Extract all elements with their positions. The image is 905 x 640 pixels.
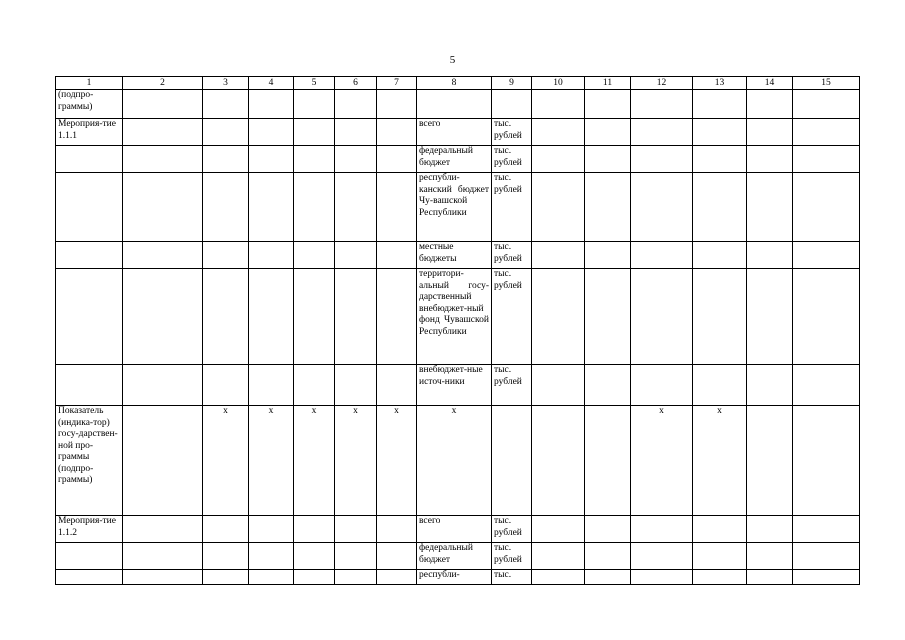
empty-cell (747, 365, 793, 406)
funding-source-cell: всего (417, 119, 492, 146)
empty-cell (532, 570, 585, 585)
not-applicable-mark-cell: x (693, 406, 747, 516)
empty-cell (203, 146, 249, 173)
column-header: 14 (747, 77, 793, 90)
row-label-cell (56, 146, 123, 173)
unit-cell: тыс. рублей (492, 119, 532, 146)
funding-source-cell: x (417, 406, 492, 516)
empty-cell (335, 119, 377, 146)
table-row (56, 543, 860, 570)
empty-cell (585, 406, 631, 516)
empty-cell (249, 516, 294, 543)
funding-source-cell: местные бюджеты (417, 242, 492, 269)
empty-cell (585, 516, 631, 543)
empty-cell (532, 90, 585, 119)
empty-cell (747, 570, 793, 585)
unit-cell: тыс. рублей (492, 146, 532, 173)
row-label-cell: Показатель (индика-тор) госу-дарствен-ной про-граммы (подпро-граммы) (56, 406, 123, 516)
column-header: 1 (56, 77, 123, 90)
table-row (56, 269, 860, 365)
row-label-cell (56, 543, 123, 570)
table-row (56, 365, 860, 406)
page-crop-edge (0, 587, 905, 640)
empty-cell (203, 119, 249, 146)
empty-cell (249, 90, 294, 119)
empty-cell (335, 570, 377, 585)
empty-cell (123, 516, 203, 543)
empty-cell (294, 269, 335, 365)
empty-cell (747, 242, 793, 269)
funding-source-cell: территори-альный госу-дарственный внебюджет-ный фонд Чувашской Республики (417, 269, 492, 365)
empty-cell (585, 173, 631, 242)
empty-cell (631, 146, 693, 173)
empty-cell (793, 269, 860, 365)
not-applicable-mark-cell: x (294, 406, 335, 516)
table-row (56, 516, 860, 543)
not-applicable-mark-cell: x (631, 406, 693, 516)
empty-cell (585, 365, 631, 406)
empty-cell (631, 516, 693, 543)
empty-cell (585, 119, 631, 146)
empty-cell (123, 365, 203, 406)
empty-cell (294, 90, 335, 119)
empty-cell (123, 119, 203, 146)
empty-cell (335, 516, 377, 543)
empty-cell (123, 90, 203, 119)
empty-cell (631, 90, 693, 119)
not-applicable-mark-cell: x (249, 406, 294, 516)
empty-cell (693, 365, 747, 406)
empty-cell (203, 516, 249, 543)
empty-cell (793, 173, 860, 242)
empty-cell (294, 570, 335, 585)
unit-cell: тыс. рублей (492, 269, 532, 365)
budget-table (55, 76, 860, 585)
empty-cell (335, 242, 377, 269)
funding-source-cell: всего (417, 516, 492, 543)
column-header: 5 (294, 77, 335, 90)
empty-cell (747, 543, 793, 570)
unit-cell: тыс. рублей (492, 365, 532, 406)
empty-cell (585, 269, 631, 365)
empty-cell (377, 119, 417, 146)
empty-cell (294, 119, 335, 146)
table-row (56, 90, 860, 119)
column-header: 4 (249, 77, 294, 90)
empty-cell (249, 242, 294, 269)
empty-cell (793, 406, 860, 516)
empty-cell (693, 570, 747, 585)
empty-cell (335, 365, 377, 406)
empty-cell (377, 146, 417, 173)
column-header: 15 (793, 77, 860, 90)
empty-cell (249, 173, 294, 242)
empty-cell (747, 516, 793, 543)
empty-cell (377, 90, 417, 119)
empty-cell (377, 173, 417, 242)
empty-cell (123, 406, 203, 516)
table-row (56, 119, 860, 146)
empty-cell (377, 570, 417, 585)
empty-cell (123, 242, 203, 269)
empty-cell (203, 543, 249, 570)
empty-cell (377, 516, 417, 543)
empty-cell (294, 365, 335, 406)
row-label-cell (56, 365, 123, 406)
row-label-cell (56, 173, 123, 242)
empty-cell (249, 365, 294, 406)
empty-cell (693, 173, 747, 242)
row-label-cell: Мероприя-тие 1.1.2 (56, 516, 123, 543)
empty-cell (532, 119, 585, 146)
empty-cell (747, 173, 793, 242)
empty-cell (631, 570, 693, 585)
empty-cell (747, 90, 793, 119)
empty-cell (793, 146, 860, 173)
column-header: 13 (693, 77, 747, 90)
empty-cell (532, 365, 585, 406)
empty-cell (747, 406, 793, 516)
empty-cell (532, 146, 585, 173)
row-label-cell: Мероприя-тие 1.1.1 (56, 119, 123, 146)
column-header: 2 (123, 77, 203, 90)
column-header: 11 (585, 77, 631, 90)
empty-cell (693, 516, 747, 543)
empty-cell (335, 90, 377, 119)
empty-cell (585, 543, 631, 570)
empty-cell (585, 90, 631, 119)
empty-cell (585, 146, 631, 173)
empty-cell (793, 242, 860, 269)
empty-cell (631, 269, 693, 365)
empty-cell (631, 543, 693, 570)
empty-cell (123, 543, 203, 570)
empty-cell (335, 269, 377, 365)
empty-cell (377, 269, 417, 365)
unit-cell: тыс. (492, 570, 532, 585)
empty-cell (693, 146, 747, 173)
empty-cell (585, 242, 631, 269)
empty-cell (294, 173, 335, 242)
unit-cell: тыс. рублей (492, 242, 532, 269)
unit-cell (492, 90, 532, 119)
empty-cell (793, 570, 860, 585)
column-header: 7 (377, 77, 417, 90)
column-header: 6 (335, 77, 377, 90)
empty-cell (793, 90, 860, 119)
empty-cell (747, 119, 793, 146)
empty-cell (631, 365, 693, 406)
empty-cell (747, 146, 793, 173)
empty-cell (335, 146, 377, 173)
table-header-row (56, 77, 860, 90)
unit-cell (492, 406, 532, 516)
empty-cell (532, 173, 585, 242)
empty-cell (693, 242, 747, 269)
empty-cell (249, 146, 294, 173)
funding-source-cell (417, 90, 492, 119)
empty-cell (793, 365, 860, 406)
column-header: 9 (492, 77, 532, 90)
empty-cell (793, 516, 860, 543)
empty-cell (693, 543, 747, 570)
table-row (56, 570, 860, 585)
not-applicable-mark-cell: x (335, 406, 377, 516)
empty-cell (631, 119, 693, 146)
empty-cell (203, 90, 249, 119)
not-applicable-mark-cell: x (203, 406, 249, 516)
empty-cell (123, 570, 203, 585)
empty-cell (294, 146, 335, 173)
empty-cell (294, 242, 335, 269)
empty-cell (249, 570, 294, 585)
row-label-cell (56, 269, 123, 365)
unit-cell: тыс. рублей (492, 543, 532, 570)
funding-source-cell: внебюджет-ные источ-ники (417, 365, 492, 406)
empty-cell (532, 242, 585, 269)
empty-cell (377, 365, 417, 406)
row-label-cell (56, 570, 123, 585)
empty-cell (335, 543, 377, 570)
empty-cell (123, 173, 203, 242)
funding-source-cell: республи- (417, 570, 492, 585)
empty-cell (203, 173, 249, 242)
empty-cell (203, 570, 249, 585)
empty-cell (532, 406, 585, 516)
unit-cell: тыс. рублей (492, 516, 532, 543)
empty-cell (249, 119, 294, 146)
empty-cell (203, 242, 249, 269)
column-header: 3 (203, 77, 249, 90)
empty-cell (335, 173, 377, 242)
funding-source-cell: республи-канский бюджет Чу-вашской Республики (417, 173, 492, 242)
row-label-cell (56, 242, 123, 269)
table-row (56, 173, 860, 242)
not-applicable-mark-cell: x (377, 406, 417, 516)
row-label-cell: (подпро-граммы) (56, 90, 123, 119)
empty-cell (377, 242, 417, 269)
table-row (56, 406, 860, 516)
empty-cell (693, 90, 747, 119)
empty-cell (123, 146, 203, 173)
column-header: 8 (417, 77, 492, 90)
empty-cell (747, 269, 793, 365)
empty-cell (793, 119, 860, 146)
empty-cell (532, 516, 585, 543)
empty-cell (585, 570, 631, 585)
funding-source-cell: федеральный бюджет (417, 543, 492, 570)
table-row (56, 242, 860, 269)
column-header: 12 (631, 77, 693, 90)
empty-cell (123, 269, 203, 365)
empty-cell (693, 119, 747, 146)
empty-cell (532, 269, 585, 365)
table-row (56, 146, 860, 173)
empty-cell (631, 242, 693, 269)
empty-cell (793, 543, 860, 570)
empty-cell (203, 365, 249, 406)
page-number: 5 (449, 54, 456, 66)
empty-cell (203, 269, 249, 365)
empty-cell (631, 173, 693, 242)
column-header: 10 (532, 77, 585, 90)
empty-cell (377, 543, 417, 570)
empty-cell (249, 543, 294, 570)
empty-cell (294, 543, 335, 570)
empty-cell (693, 269, 747, 365)
empty-cell (532, 543, 585, 570)
empty-cell (249, 269, 294, 365)
empty-cell (294, 516, 335, 543)
unit-cell: тыс. рублей (492, 173, 532, 242)
funding-source-cell: федеральный бюджет (417, 146, 492, 173)
